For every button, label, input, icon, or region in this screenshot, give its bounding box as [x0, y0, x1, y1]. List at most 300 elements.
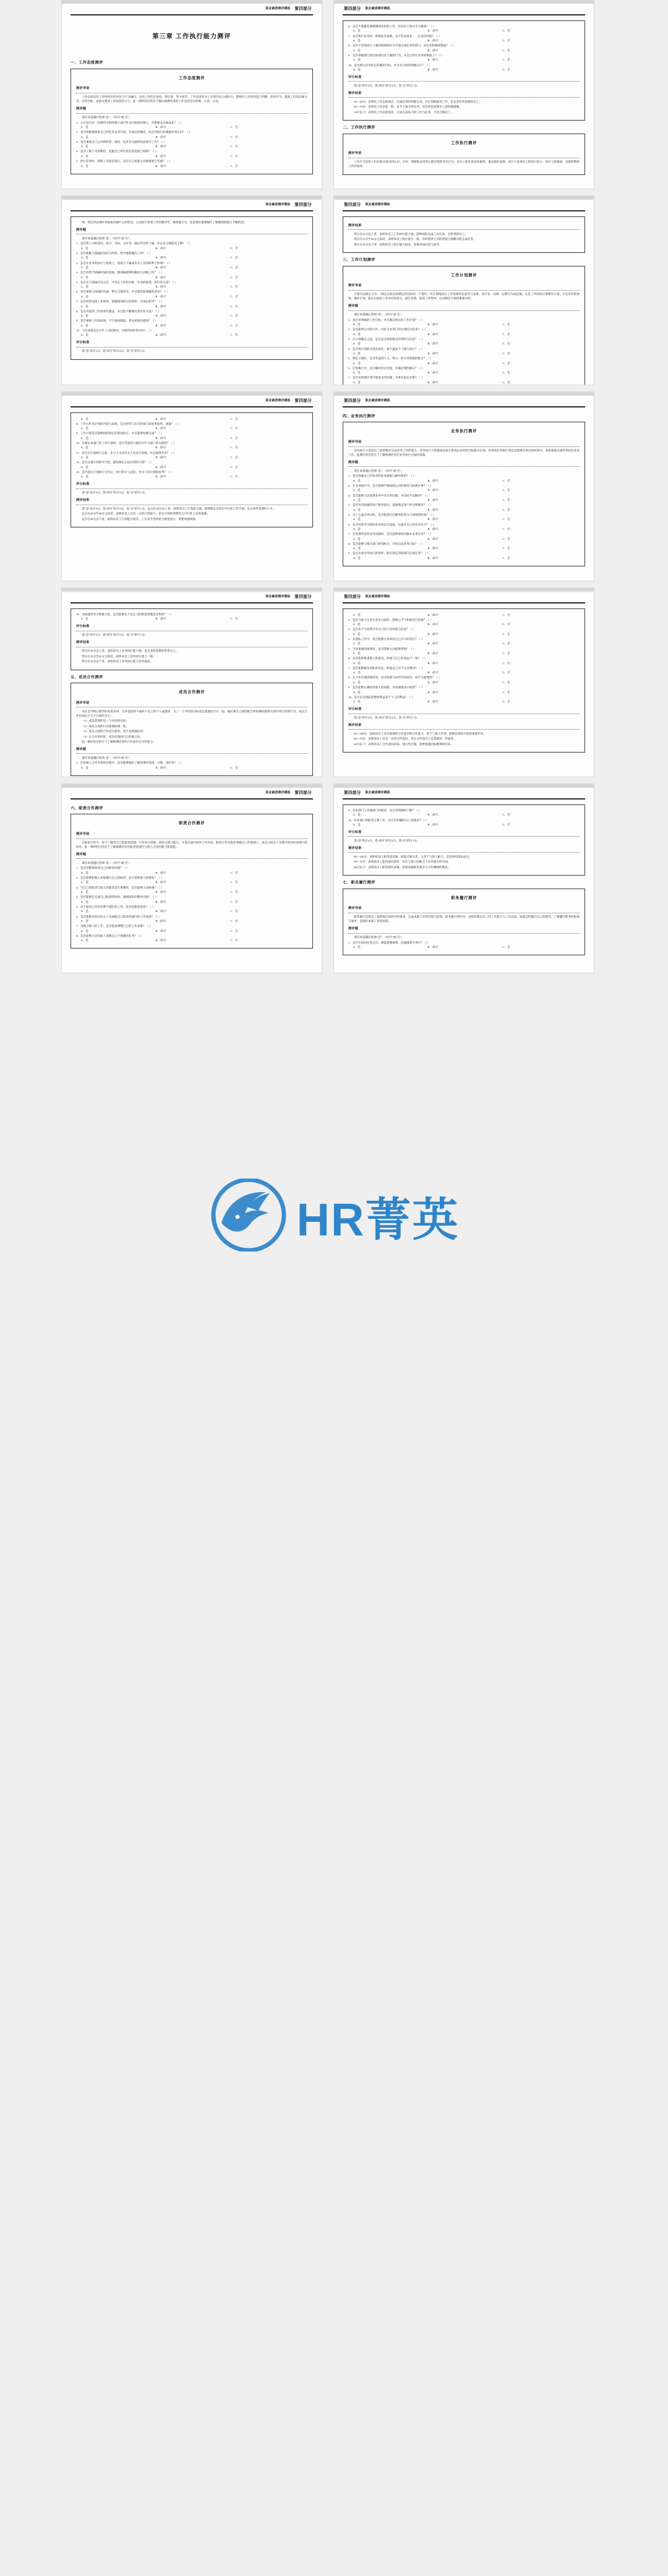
- option-a[interactable]: A．是: [353, 527, 361, 531]
- option-b[interactable]: B．尚可: [427, 380, 439, 384]
- question-text: 10．是否认为团队的整体利益高于个人的利益？（ ）: [348, 695, 414, 699]
- option-a[interactable]: A．是: [80, 939, 88, 942]
- option-row: [76, 276, 307, 280]
- option-a[interactable]: A．是: [353, 323, 361, 326]
- option-b[interactable]: B．尚可: [155, 164, 166, 168]
- option-b[interactable]: B．尚可: [155, 427, 166, 430]
- option-b[interactable]: B．尚可: [155, 417, 166, 420]
- option-a[interactable]: A．是: [353, 632, 361, 636]
- option-a[interactable]: A．是: [80, 871, 88, 874]
- section-heading: 四、业务执行测评: [343, 414, 375, 419]
- option-c[interactable]: C．否: [502, 323, 510, 326]
- page-body: [71, 412, 313, 527]
- option-c[interactable]: C．否: [502, 642, 510, 646]
- option-b[interactable]: B．尚可: [427, 945, 439, 949]
- option-a[interactable]: A．是: [353, 823, 361, 827]
- question-text: 7．是否有预期计划可能发生的问题，并事先拟定对策？（ ）: [348, 376, 424, 380]
- option-b[interactable]: B．尚可: [427, 342, 439, 346]
- header-book-label: 职业素质测评模板: [265, 791, 291, 795]
- option-b[interactable]: B．尚可: [427, 680, 439, 684]
- option-a[interactable]: A．是: [80, 436, 88, 440]
- paragraph: 26～30分：表明其工作态度端正，完成任务时积极主动，有计划地推进工作，是企业非常需要的员工。: [354, 100, 482, 103]
- option-c[interactable]: C．否: [230, 294, 238, 298]
- option-c[interactable]: C．否: [230, 465, 238, 469]
- option-c[interactable]: C．否: [502, 623, 510, 626]
- option-b[interactable]: B．尚可: [155, 294, 166, 298]
- option-b[interactable]: B．尚可: [427, 323, 439, 326]
- paragraph: 请在每道题后选择“是”、“尚可”或“否”。: [82, 116, 132, 119]
- option-a[interactable]: A．是: [80, 314, 88, 318]
- option-a[interactable]: A．是: [353, 48, 361, 52]
- option-b[interactable]: B．尚可: [155, 333, 166, 337]
- scanned-page: [62, 588, 322, 777]
- option-b[interactable]: B．尚可: [427, 361, 439, 365]
- option-b[interactable]: B．尚可: [427, 371, 439, 375]
- option-a[interactable]: A．是: [80, 417, 88, 420]
- page-title: 第三章 工作执行能力测评: [152, 33, 231, 40]
- option-a[interactable]: A．是: [353, 700, 361, 704]
- option-b[interactable]: B．尚可: [155, 266, 166, 270]
- option-c[interactable]: C．否: [502, 652, 510, 655]
- scanned-page: [334, 588, 594, 777]
- dotted-divider: [76, 838, 307, 839]
- option-b[interactable]: B．尚可: [155, 145, 166, 148]
- option-c[interactable]: C．否: [230, 256, 238, 260]
- option-c[interactable]: C．否: [502, 332, 510, 336]
- question-text: 1．是否将上司的意向、指示、目标、方针等，确实传达给下属，并且充分地使其了解？（ ）: [76, 242, 192, 245]
- option-b[interactable]: B．尚可: [427, 508, 439, 511]
- running-header: [343, 203, 585, 213]
- option-a[interactable]: A．是: [80, 890, 88, 894]
- option-a[interactable]: A．是: [80, 617, 88, 621]
- option-b[interactable]: B．尚可: [155, 436, 166, 440]
- option-b[interactable]: B．尚可: [427, 498, 439, 502]
- option-row: [348, 333, 580, 337]
- option-b[interactable]: B．尚可: [427, 823, 439, 827]
- header-rule: [343, 406, 585, 407]
- option-c[interactable]: C．否: [502, 488, 510, 492]
- option-c[interactable]: C．否: [230, 456, 238, 459]
- page-body: [343, 414, 585, 566]
- option-a[interactable]: A．是: [353, 508, 361, 511]
- option-c[interactable]: C．否: [230, 164, 238, 168]
- option-c[interactable]: C．否: [230, 417, 238, 420]
- option-a[interactable]: A．是: [80, 246, 88, 250]
- option-c[interactable]: C．否: [230, 446, 238, 450]
- option-a[interactable]: A．是: [353, 371, 361, 375]
- option-row: [348, 633, 580, 637]
- assessment-card: [71, 608, 313, 670]
- option-a[interactable]: A．是: [353, 945, 361, 949]
- option-b[interactable]: B．尚可: [155, 465, 166, 469]
- block-heading: 测评导语: [348, 440, 362, 445]
- dotted-divider: [348, 933, 580, 934]
- question-text: 7．为配合他人的工作，是否愿意调整自己的工作安排？（ ）: [76, 924, 152, 928]
- option-c[interactable]: C．否: [502, 661, 510, 665]
- option-a[interactable]: A．是: [353, 537, 361, 540]
- block-heading: 测评导语: [348, 284, 362, 288]
- option-a[interactable]: A．是: [353, 652, 361, 655]
- option-c[interactable]: C．否: [230, 154, 238, 158]
- option-c[interactable]: C．否: [502, 700, 510, 704]
- dotted-divider: [348, 310, 580, 311]
- option-row: [348, 488, 580, 493]
- option-a[interactable]: A．是: [80, 766, 88, 769]
- option-c[interactable]: C．否: [230, 890, 238, 894]
- option-a[interactable]: A．是: [80, 135, 88, 139]
- question-text: 3．是否能够主动发现业务中存在的问题，并及时予以解决？（ ）: [348, 493, 430, 497]
- option-row: [76, 314, 307, 318]
- option-b[interactable]: B．尚可: [427, 556, 439, 560]
- section-heading: 七、职员履行测评: [343, 881, 375, 885]
- section-heading: 五、成员合作测评: [71, 675, 103, 680]
- option-c[interactable]: C．否: [502, 690, 510, 694]
- option-c[interactable]: C．否: [230, 304, 238, 308]
- option-c[interactable]: C．否: [502, 29, 510, 33]
- option-c[interactable]: C．否: [230, 145, 238, 148]
- option-b[interactable]: B．尚可: [427, 48, 439, 52]
- option-a[interactable]: A．是: [353, 623, 361, 626]
- question-text: 2．是否与他人在发生意见分歧时，能够心平气和地进行沟通？（ ）: [348, 618, 433, 621]
- option-b[interactable]: B．尚可: [155, 246, 166, 250]
- option-c[interactable]: C．否: [230, 246, 238, 250]
- option-c[interactable]: C．否: [230, 275, 238, 279]
- option-c[interactable]: C．否: [502, 547, 510, 550]
- option-c[interactable]: C．否: [230, 900, 238, 903]
- option-a[interactable]: A．是: [353, 556, 361, 560]
- option-c[interactable]: C．否: [230, 910, 238, 913]
- block-heading: 测评结果: [348, 723, 362, 727]
- option-a[interactable]: A．是: [80, 456, 88, 459]
- option-a[interactable]: A．是: [353, 380, 361, 384]
- option-c[interactable]: C．否: [502, 537, 510, 540]
- option-c[interactable]: C．否: [502, 48, 510, 52]
- question-text: 1．心中是否有一位期待中的经理人或可作为目标的经理人，并想要充实地成长？（ ）: [76, 121, 184, 124]
- option-c[interactable]: C．否: [230, 617, 238, 621]
- option-c[interactable]: C．否: [502, 813, 510, 817]
- assessment-card: [71, 683, 313, 776]
- option-a[interactable]: A．是: [353, 342, 361, 346]
- option-b[interactable]: B．尚可: [155, 304, 166, 308]
- option-b[interactable]: B．尚可: [427, 39, 439, 43]
- option-row: [76, 126, 307, 130]
- option-a[interactable]: A．是: [353, 518, 361, 521]
- paragraph: 选“是”的计3分，选“尚可”的计2分，选“否”的计1分。: [82, 491, 148, 495]
- question-text: 8．在合作中遇到挫折时，是否能够与同伴共同面对，而不互相埋怨？（ ）: [348, 676, 442, 680]
- watermark-brand-cn: 菁英: [365, 1194, 460, 1245]
- question-text: 2．是否能将公司的方针、目标与本部门的计划结合起来？（ ）: [348, 328, 427, 331]
- option-b[interactable]: B．尚可: [427, 537, 439, 540]
- option-b[interactable]: B．尚可: [427, 700, 439, 704]
- option-row: [76, 939, 307, 943]
- scanned-page: [62, 784, 322, 973]
- paragraph: 得分在15分至25分之间者，表明该员工业务执行能力一般。: [82, 654, 156, 658]
- option-b[interactable]: B．尚可: [427, 332, 439, 336]
- option-b[interactable]: B．尚可: [427, 690, 439, 694]
- question-text: 5．制定计划时，是否考虑到人力、物力、财力等资源的配合？（ ）: [348, 357, 433, 360]
- option-c[interactable]: C．否: [502, 823, 510, 827]
- option-b[interactable]: B．尚可: [155, 871, 166, 874]
- option-a[interactable]: A．是: [80, 929, 88, 932]
- option-c[interactable]: C．否: [502, 680, 510, 684]
- option-c[interactable]: C．否: [230, 323, 238, 327]
- option-a[interactable]: A．是: [353, 680, 361, 684]
- option-a[interactable]: A．是: [353, 690, 361, 694]
- option-b[interactable]: B．尚可: [155, 285, 166, 289]
- assessment-card-title: 工作计划测评: [451, 273, 477, 278]
- option-c[interactable]: C．否: [502, 361, 510, 365]
- option-c[interactable]: C．否: [230, 919, 238, 923]
- option-b[interactable]: B．尚可: [427, 58, 439, 62]
- question-text: 9．工作计划是否能够按照预定的进度执行，并且能够如期完成？（ ）: [76, 432, 164, 435]
- option-b[interactable]: B．尚可: [427, 642, 439, 646]
- header-book-label: 职业素质测评模板: [365, 399, 390, 403]
- option-c[interactable]: C．否: [502, 508, 510, 511]
- option-row: [76, 285, 307, 289]
- option-a[interactable]: A．是: [80, 475, 88, 479]
- page-body: [71, 216, 313, 360]
- option-c[interactable]: C．否: [230, 126, 238, 129]
- option-a[interactable]: A．是: [353, 29, 361, 33]
- option-b[interactable]: B．尚可: [427, 527, 439, 531]
- option-c[interactable]: C．否: [230, 881, 238, 884]
- option-b[interactable]: B．尚可: [155, 475, 166, 479]
- option-b[interactable]: B．尚可: [155, 929, 166, 932]
- option-a[interactable]: A．是: [353, 479, 361, 482]
- dotted-divider: [348, 81, 580, 82]
- option-c[interactable]: C．否: [502, 498, 510, 502]
- option-b[interactable]: B．尚可: [155, 900, 166, 903]
- scan-edge-strip: [334, 392, 594, 396]
- page-body: [343, 20, 585, 175]
- option-a[interactable]: A．是: [80, 427, 88, 430]
- block-heading: 测评结果: [348, 846, 362, 850]
- option-c[interactable]: C．否: [502, 67, 510, 71]
- option-b[interactable]: B．尚可: [155, 126, 166, 129]
- paragraph: 总分在20分以下者，表明该员工计划能力较差，工作多半凭经验与感觉进行，需要加强训练。: [82, 517, 199, 521]
- question-text: 4．是否有给予部属时间的宽裕，使部属能够积极而主动地工作？（ ）: [76, 271, 164, 275]
- assessment-card-title: 成员合作测评: [179, 690, 205, 695]
- option-b[interactable]: B．尚可: [155, 910, 166, 913]
- question-text: 11．是否在计划执行之前，先与上司及有关人员充分沟通，并且取得共识？（ ）: [76, 451, 176, 454]
- question-text: 7．是否执行任务时，即使发生困难，也不轻易放弃，一定坚持到底？（ ）: [348, 34, 442, 38]
- option-b[interactable]: B．尚可: [155, 617, 166, 621]
- option-b[interactable]: B．尚可: [155, 766, 166, 769]
- option-a[interactable]: A．是: [353, 332, 361, 336]
- option-row: [348, 371, 580, 375]
- option-b[interactable]: B．尚可: [155, 890, 166, 894]
- paragraph: 选“是”的计3分，选“尚可”的计2分，选“否”的计1分。总分在30分以上者，表明该员工计划能力强，能够制定出切实可行的工作计划，是企业所需要的人才。: [82, 507, 276, 510]
- option-b[interactable]: B．尚可: [427, 488, 439, 492]
- option-c[interactable]: C．否: [230, 285, 238, 289]
- option-b[interactable]: B．尚可: [155, 314, 166, 318]
- paragraph: 计划可以被定义为：“制定目标及预测达到目标的一个程序。”有计划地执行工作需要事先思考与安排，而不是一边做一边想行为或是做。凡是工作的执行都要有计划，才会有好的效果。做好计划，能在后面的工作中有的放矢，减少差错，提高工作效率，这是制定计划的重要目的。: [348, 292, 580, 301]
- question-text: 9．是否能够正确看待他人的成绩，并真诚地表示祝贺？（ ）: [348, 686, 424, 689]
- running-header: [343, 595, 585, 605]
- option-c[interactable]: C．否: [502, 613, 510, 616]
- option-row: [348, 681, 580, 685]
- option-a[interactable]: A．是: [353, 661, 361, 665]
- option-a[interactable]: A．是: [80, 126, 88, 129]
- option-a[interactable]: A．是: [80, 164, 88, 168]
- option-b[interactable]: B．尚可: [155, 456, 166, 459]
- option-b[interactable]: B．尚可: [155, 919, 166, 923]
- running-header: [343, 791, 585, 801]
- option-a[interactable]: A．是: [80, 323, 88, 327]
- option-c[interactable]: C．否: [230, 314, 238, 318]
- question-text: 4．是否具有较强的客户服务意识，能够满足客户的合理要求？（ ）: [348, 503, 433, 507]
- option-a[interactable]: A．是: [80, 304, 88, 308]
- paragraph: 请在每道题后选择“是”、“尚可”或“否”。: [82, 756, 132, 759]
- option-a[interactable]: A．是: [353, 488, 361, 492]
- option-a[interactable]: A．是: [353, 547, 361, 550]
- option-c[interactable]: C．否: [502, 518, 510, 521]
- option-b[interactable]: B．尚可: [427, 671, 439, 675]
- option-b[interactable]: B．尚可: [155, 154, 166, 158]
- block-heading: 测评导语: [76, 832, 90, 837]
- option-b[interactable]: B．尚可: [155, 323, 166, 327]
- option-c[interactable]: C．否: [230, 436, 238, 440]
- scan-edge-strip: [62, 784, 322, 788]
- option-b[interactable]: B．尚可: [155, 275, 166, 279]
- assessment-card: [343, 266, 585, 385]
- paragraph: 颂，则无所表现时该说或该做什么时的话，主动进行各项工作的教评学，修改量行为，也是我们要理解许了解教授的能力予解的的。: [82, 221, 247, 224]
- option-b[interactable]: B．尚可: [427, 623, 439, 626]
- option-c[interactable]: C．否: [230, 939, 238, 942]
- option-a[interactable]: A．是: [353, 671, 361, 675]
- option-a[interactable]: A．是: [80, 285, 88, 289]
- option-b[interactable]: B．尚可: [155, 939, 166, 942]
- option-a[interactable]: A．是: [353, 361, 361, 365]
- option-a[interactable]: A．是: [353, 58, 361, 62]
- assessment-card: [343, 608, 585, 753]
- option-a[interactable]: A．是: [80, 154, 88, 158]
- option-row: [76, 155, 307, 159]
- assessment-card: [343, 889, 585, 956]
- option-row: [76, 427, 307, 431]
- option-a[interactable]: A．是: [80, 919, 88, 923]
- option-c[interactable]: C．否: [502, 479, 510, 482]
- option-row: [76, 333, 307, 338]
- paragraph: 60分以下：表明该员工职责意识淡薄，需要加强职责观念与合作精神的教育。: [354, 865, 451, 869]
- option-b[interactable]: B．尚可: [427, 652, 439, 655]
- option-a[interactable]: A．是: [353, 642, 361, 646]
- option-c[interactable]: C．否: [502, 527, 510, 531]
- option-a[interactable]: A．是: [80, 333, 88, 337]
- option-b[interactable]: B．尚可: [427, 29, 439, 33]
- option-c[interactable]: C．否: [230, 266, 238, 270]
- option-c[interactable]: C．否: [502, 342, 510, 346]
- paragraph: 业务执行力是指员工按照要求完成业务工作的能力。业务执行力的强弱直接关系到企业经营目标能否实现。优秀的业务执行者总是能够在规定的时间内，高质量地完成所承担的业务工作。此测评的目的在于了解被测评者在业务执行方面的表现。: [348, 449, 580, 457]
- option-b[interactable]: B．尚可: [427, 67, 439, 71]
- option-c[interactable]: C．否: [502, 671, 510, 675]
- option-c[interactable]: C．否: [502, 371, 510, 375]
- question-text: 4．是否能够在完成自己职责的同时，兼顾团队的整体目标？（ ）: [76, 895, 158, 899]
- option-c[interactable]: C．否: [230, 475, 238, 479]
- option-a[interactable]: A．是: [353, 498, 361, 502]
- option-b[interactable]: B．尚可: [427, 479, 439, 482]
- option-row: [348, 352, 580, 356]
- option-b[interactable]: B．尚可: [155, 135, 166, 139]
- option-a[interactable]: A．是: [80, 881, 88, 884]
- block-heading: 评分标准: [348, 830, 362, 835]
- paragraph: 45～70分：表明其工作态度一般，多半上属交待任务，但有时也需要有人适时地提醒。: [354, 105, 462, 109]
- option-c[interactable]: C．否: [502, 39, 510, 43]
- option-a[interactable]: A．是: [353, 813, 361, 817]
- option-b[interactable]: B．尚可: [427, 352, 439, 356]
- option-c[interactable]: C．否: [502, 58, 510, 62]
- option-c[interactable]: C．否: [502, 352, 510, 356]
- option-b[interactable]: B．尚可: [427, 518, 439, 521]
- option-c[interactable]: C．否: [502, 556, 510, 560]
- option-c[interactable]: C．否: [230, 766, 238, 769]
- option-a[interactable]: A．是: [353, 613, 361, 616]
- question-text: 1．是否有明确的工作目标，并且制定相应的工作计划？（ ）: [348, 318, 424, 322]
- question-text: 4．在团队工作中，是否能够主动承担自己应尽的责任？（ ）: [348, 637, 424, 641]
- question-text: 2．是否能配合部属的知识与经验，给予他想做的工作？（ ）: [76, 251, 152, 255]
- block-heading: 测评题: [76, 747, 87, 751]
- option-b[interactable]: B．尚可: [427, 613, 439, 616]
- paragraph: 选“是”的计3分，选“尚可”的计2分，选“否”的计1分。: [82, 349, 148, 353]
- option-c[interactable]: C．否: [502, 380, 510, 384]
- option-c[interactable]: C．否: [502, 632, 510, 636]
- page-body: [71, 32, 313, 174]
- option-c[interactable]: C．否: [230, 333, 238, 337]
- option-a[interactable]: A．是: [80, 446, 88, 450]
- option-a[interactable]: A．是: [80, 294, 88, 298]
- option-c[interactable]: C．否: [230, 135, 238, 139]
- option-a[interactable]: A．是: [353, 67, 361, 71]
- option-row: [348, 68, 580, 72]
- dotted-divider: [348, 836, 580, 837]
- block-heading: 测评结果: [348, 224, 362, 228]
- option-a[interactable]: A．是: [80, 256, 88, 260]
- option-b[interactable]: B．尚可: [427, 547, 439, 550]
- assessment-card: [71, 216, 313, 360]
- option-a[interactable]: A．是: [353, 352, 361, 356]
- option-a[interactable]: A．是: [80, 900, 88, 903]
- section-heading: 二、工作执行测评: [343, 126, 375, 130]
- assessment-card: [71, 69, 313, 174]
- option-a[interactable]: A．是: [80, 275, 88, 279]
- option-c[interactable]: C．否: [230, 427, 238, 430]
- block-heading: 测评题: [348, 461, 359, 464]
- option-a[interactable]: A．是: [80, 910, 88, 913]
- block-heading: 测评题: [348, 304, 359, 309]
- option-row: [76, 266, 307, 270]
- header-part-label: 第四部分: [344, 595, 361, 599]
- block-heading: 测评题: [76, 107, 87, 111]
- option-a[interactable]: A．是: [80, 465, 88, 469]
- paragraph: 得分在25分以上者，表明该员工业务执行能力强，是企业所需要的优秀员工。: [82, 649, 179, 653]
- option-a[interactable]: A．是: [353, 39, 361, 43]
- paragraph: （4）在合作的同时，成员应保持自己的独立性。: [82, 735, 143, 738]
- option-b[interactable]: B．尚可: [427, 661, 439, 665]
- option-b[interactable]: B．尚可: [155, 446, 166, 450]
- option-b[interactable]: B．尚可: [427, 632, 439, 636]
- question-text: 3．当自己的职责与他人的职责发生重叠时，是否能够主动协调？（ ）: [76, 885, 164, 889]
- option-a[interactable]: A．是: [80, 266, 88, 270]
- option-c[interactable]: C．否: [230, 871, 238, 874]
- option-c[interactable]: C．否: [502, 945, 510, 949]
- option-c[interactable]: C．否: [230, 929, 238, 932]
- option-a[interactable]: A．是: [80, 145, 88, 148]
- option-b[interactable]: B．尚可: [155, 256, 166, 260]
- option-b[interactable]: B．尚可: [155, 881, 166, 884]
- option-b[interactable]: B．尚可: [427, 813, 439, 817]
- option-row: [76, 305, 307, 309]
- header-book-label: 职业素质测评模板: [265, 7, 291, 11]
